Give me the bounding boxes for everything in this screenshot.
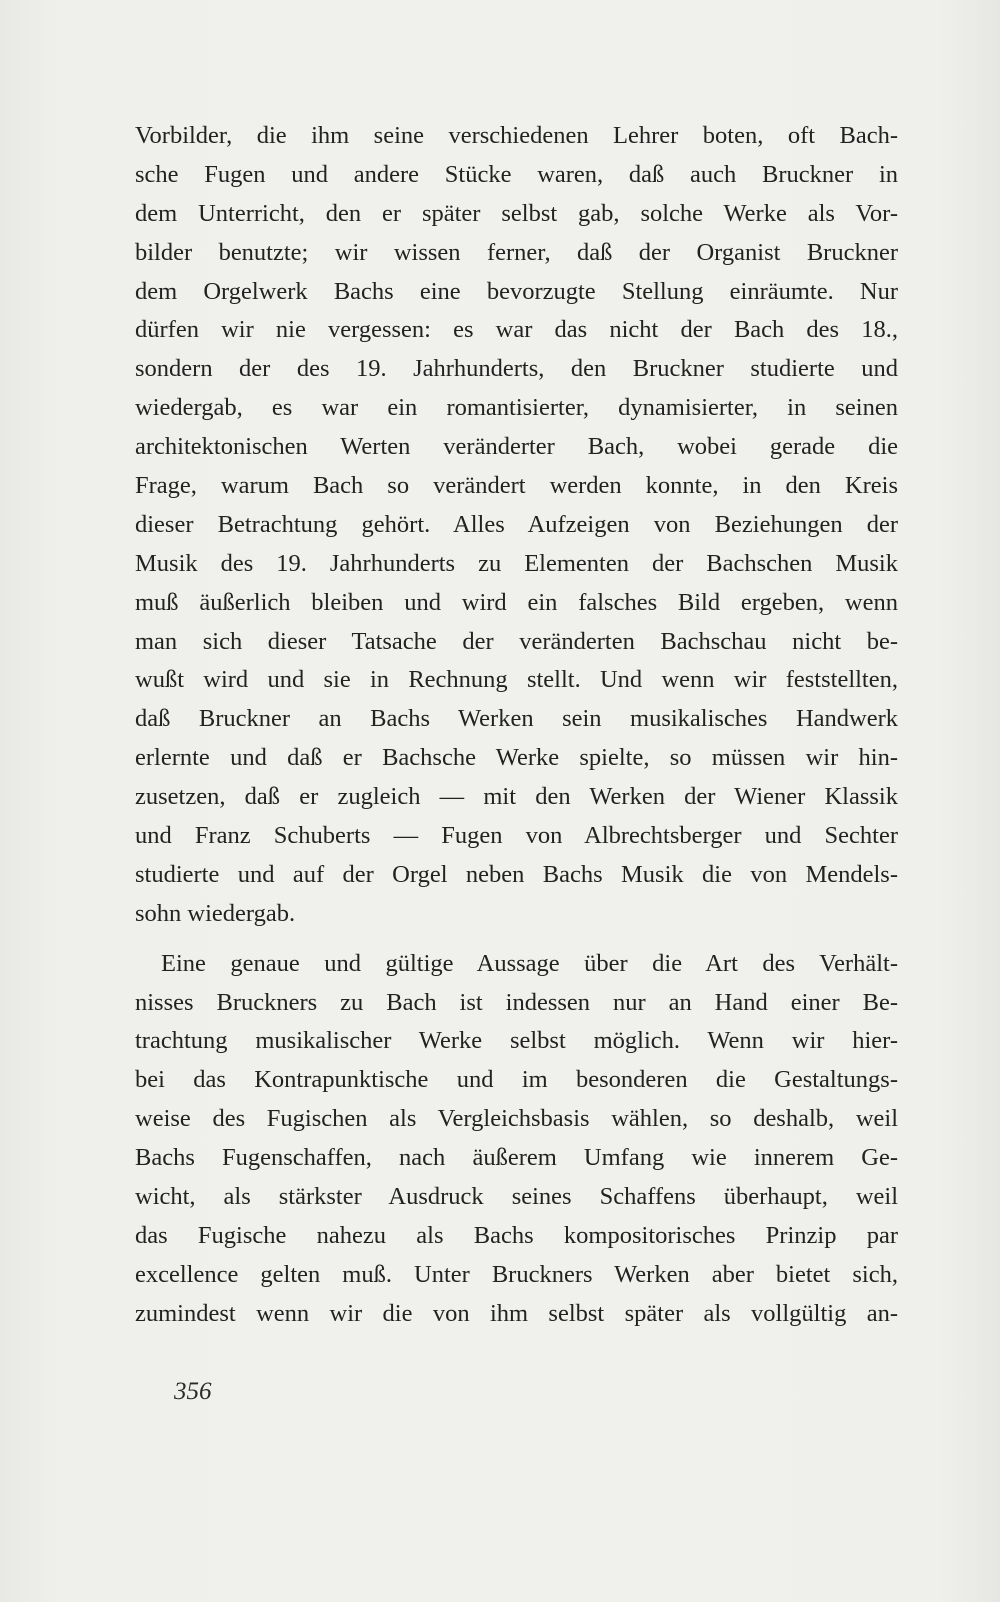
text-line: nisses Bruckners zu Bach ist indessen nur an Hand einer Be- <box>135 988 898 1016</box>
text-line: wußt wird und sie in Rechnung stellt. Und wenn wir feststellten, <box>135 666 898 694</box>
text-line: studierte und auf der Orgel neben Bachs Musik die von Mendels- <box>135 860 898 888</box>
text-line: Eine genaue und gültige Aussage über die Art des Verhält- <box>161 949 898 977</box>
text-line: man sich dieser Tatsache der veränderten Bachschau nicht be- <box>135 627 898 655</box>
text-line: das Fugische nahezu als Bachs kompositorisches Prinzip par <box>135 1221 898 1249</box>
text-line: trachtung musikalischer Werke selbst möglich. Wenn wir hier- <box>135 1027 898 1055</box>
text-line: dürfen wir nie vergessen: es war das nicht der Bach des 18., <box>135 316 898 344</box>
text-line: bilder benutzte; wir wissen ferner, daß der Organist Bruckner <box>135 238 898 266</box>
text-line: Frage, warum Bach so verändert werden konnte, in den Kreis <box>135 472 898 500</box>
paragraph-1 <box>135 117 898 934</box>
text-line: Vorbilder, die ihm seine verschiedenen Lehrer boten, oft Bach- <box>135 122 898 149</box>
text-line: dieser Betrachtung gehört. Alles Aufzeigen von Beziehungen der <box>135 510 898 538</box>
text-line: sondern der des 19. Jahrhunderts, den Bruckner studierte und <box>135 355 898 383</box>
text-line: Musik des 19. Jahrhunderts zu Elementen der Bachschen Musik <box>135 549 898 577</box>
text-line: dem Unterricht, den er später selbst gab, solche Werke als Vor- <box>135 199 898 227</box>
text-line: sche Fugen und andere Stücke waren, daß auch Bruckner in <box>135 160 898 188</box>
page-number: 356 <box>174 1378 212 1405</box>
text-line: wiedergab, es war ein romantisierter, dynamisierter, in seinen <box>135 394 898 422</box>
text-line: zusetzen, daß er zugleich — mit den Werken der Wiener Klassik <box>135 783 898 811</box>
text-line: daß Bruckner an Bachs Werken sein musikalisches Handwerk <box>135 705 898 733</box>
text-line: dem Orgelwerk Bachs eine bevorzugte Stellung einräumte. Nur <box>135 277 898 305</box>
text-line: und Franz Schuberts — Fugen von Albrechtsberger und Sechter <box>135 822 898 850</box>
text-line: excellence gelten muß. Unter Bruckners Werken aber bietet sich, <box>135 1260 898 1288</box>
text-line: muß äußerlich bleiben und wird ein falsches Bild ergeben, wenn <box>135 588 898 616</box>
text-line: wicht, als stärkster Ausdruck seines Schaffens überhaupt, weil <box>135 1183 898 1211</box>
paragraph-gap <box>135 934 898 945</box>
text-line: erlernte und daß er Bachsche Werke spielte, so müssen wir hin- <box>135 744 898 772</box>
text-line: weise des Fugischen als Vergleichsbasis wählen, so deshalb, weil <box>135 1105 898 1133</box>
text-line: bei das Kontrapunktische und im besonderen die Gestaltungs- <box>135 1066 898 1094</box>
text-line: architektonischen Werten veränderter Bach, wobei gerade die <box>135 433 898 461</box>
text-line: Bachs Fugenschaffen, nach äußerem Umfang wie innerem Ge- <box>135 1144 898 1172</box>
text-line: zumindest wenn wir die von ihm selbst später als vollgültig an- <box>135 1299 898 1327</box>
text-line: sohn wiedergab. <box>135 899 296 927</box>
body-text <box>135 117 898 1334</box>
paragraph-2 <box>135 945 898 1334</box>
